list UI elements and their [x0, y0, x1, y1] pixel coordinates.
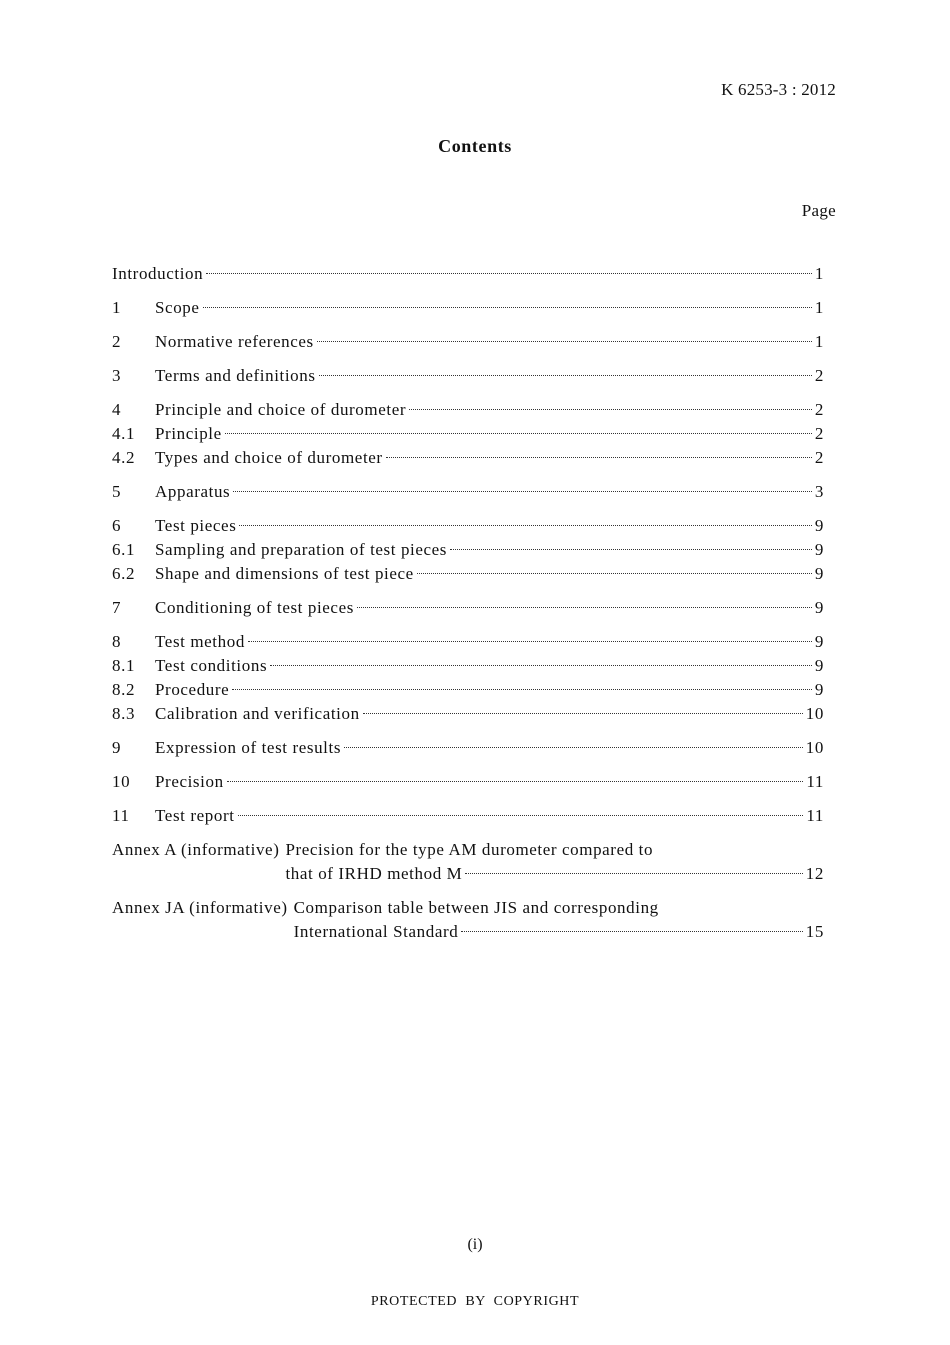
- toc-entry-label: Test report: [155, 806, 235, 825]
- toc-entry-page: 9: [814, 680, 824, 699]
- toc-group: [112, 330, 824, 354]
- toc-entry-page: 2: [814, 448, 824, 467]
- dot-leader: [225, 433, 812, 434]
- toc-entry-page: 1: [814, 332, 824, 351]
- dot-leader: [248, 641, 812, 642]
- dot-leader: [270, 665, 812, 666]
- dot-leader: [239, 525, 811, 526]
- toc-entry-page: 9: [814, 540, 824, 559]
- toc-entry-number: 5: [112, 482, 122, 501]
- toc-entry-number: 9: [112, 738, 122, 757]
- toc-entry-label: Principle: [155, 424, 222, 443]
- toc-entry-label: Expression of test results: [155, 738, 342, 757]
- dot-leader: [203, 307, 812, 308]
- toc-entry[interactable]: [112, 654, 824, 678]
- toc-entry[interactable]: [112, 446, 824, 470]
- toc-entry-page: 10: [805, 738, 824, 757]
- toc-entry[interactable]: [112, 678, 824, 702]
- toc-entry-label: Introduction: [112, 264, 204, 283]
- annex-title: Precision for the type AM durometer compared to: [285, 840, 654, 859]
- dot-leader: [227, 781, 804, 782]
- toc-entry[interactable]: [112, 562, 824, 586]
- dot-leader: [465, 873, 802, 874]
- toc-entry-number: 10: [112, 772, 131, 791]
- toc-entry-label: Sampling and preparation of test pieces: [155, 540, 448, 559]
- toc-group: [112, 398, 824, 470]
- dot-leader: [357, 607, 812, 608]
- toc-entry-number: 8: [112, 632, 122, 651]
- toc-entry-page: 9: [814, 516, 824, 535]
- toc-entry-label: Scope: [155, 298, 200, 317]
- annex-title: Comparison table between JIS and corresponding: [293, 898, 659, 917]
- toc-entry[interactable]: [112, 702, 824, 726]
- toc-entry[interactable]: [112, 538, 824, 562]
- toc-entry[interactable]: [112, 398, 824, 422]
- toc-entry[interactable]: [112, 422, 824, 446]
- toc-entry[interactable]: [112, 804, 824, 828]
- dot-leader: [344, 747, 803, 748]
- dot-leader: [386, 457, 812, 458]
- toc-entry-page: 9: [814, 564, 824, 583]
- toc-entry-page: 3: [814, 482, 824, 501]
- annex-title-continued: International Standard: [293, 922, 459, 941]
- page-number: (i): [467, 1236, 483, 1253]
- toc-entry-page: 1: [814, 264, 824, 283]
- dot-leader: [317, 341, 812, 342]
- toc-entry-number: 6.1: [112, 540, 136, 559]
- toc-entry-number: 1: [112, 298, 122, 317]
- dot-leader: [232, 689, 812, 690]
- toc-entry-label: Terms and definitions: [155, 366, 316, 385]
- toc-entry-number: 3: [112, 366, 122, 385]
- toc-entry-page: 2: [814, 366, 824, 385]
- toc-entry-page: 9: [814, 598, 824, 617]
- toc-entry-page: 2: [814, 400, 824, 419]
- toc-entry[interactable]: [112, 736, 824, 760]
- dot-leader: [409, 409, 812, 410]
- dot-leader: [233, 491, 812, 492]
- toc-group: [112, 630, 824, 726]
- toc-entry[interactable]: [112, 630, 824, 654]
- toc-entry[interactable]: [112, 514, 824, 538]
- toc-entry-label: Normative references: [155, 332, 314, 351]
- dot-leader: [450, 549, 812, 550]
- toc-annex-entry[interactable]: [112, 838, 824, 886]
- toc-group: [112, 804, 824, 828]
- toc-group: [112, 262, 824, 286]
- toc-entry[interactable]: [112, 330, 824, 354]
- standard-number: K 6253-3 : 2012: [721, 80, 836, 99]
- toc-entry[interactable]: [112, 296, 824, 320]
- toc-group: [112, 480, 824, 504]
- toc-entry-label: Precision: [155, 772, 224, 791]
- toc-entry-number: 4: [112, 400, 122, 419]
- toc-entry-number: 6: [112, 516, 122, 535]
- dot-leader: [417, 573, 812, 574]
- dot-leader: [319, 375, 812, 376]
- toc-entry-page: 1: [814, 298, 824, 317]
- toc-entry-page: 15: [805, 922, 824, 941]
- toc-entry-page: 11: [806, 772, 824, 791]
- toc-entry-label: Test method: [155, 632, 245, 651]
- toc-entry-number: 8.3: [112, 704, 136, 723]
- toc-group: [112, 514, 824, 586]
- toc-entry-number: 7: [112, 598, 122, 617]
- toc-entry-page: 11: [806, 806, 824, 825]
- page-title: Contents: [438, 136, 512, 156]
- toc-entry-number: 8.2: [112, 680, 136, 699]
- toc-entry[interactable]: [112, 480, 824, 504]
- dot-leader: [461, 931, 802, 932]
- toc-entry-page: 9: [814, 656, 824, 675]
- toc-entry-label: Calibration and verification: [155, 704, 360, 723]
- dot-leader: [238, 815, 804, 816]
- annex-title-continued: that of IRHD method M: [285, 864, 463, 883]
- dot-leader: [363, 713, 803, 714]
- toc-entry-label: Apparatus: [155, 482, 231, 501]
- toc-entry-label: Principle and choice of durometer: [155, 400, 407, 419]
- toc-entry-number: 8.1: [112, 656, 136, 675]
- toc-entry-page: 2: [814, 424, 824, 443]
- toc-group: [112, 770, 824, 794]
- toc-group: [112, 296, 824, 320]
- annex-identifier: Annex A (informative): [112, 840, 280, 859]
- toc-entry-label: Conditioning of test pieces: [155, 598, 354, 617]
- table-of-contents: [112, 262, 824, 954]
- toc-entry-number: 11: [112, 806, 130, 825]
- toc-entry-label: Shape and dimensions of test piece: [155, 564, 414, 583]
- toc-group: [112, 596, 824, 620]
- toc-entry[interactable]: [112, 364, 824, 388]
- toc-entry-page: 9: [814, 632, 824, 651]
- toc-annex-entry[interactable]: [112, 896, 824, 944]
- toc-entry-number: 4.2: [112, 448, 136, 467]
- toc-entry-page: 12: [805, 864, 824, 883]
- toc-group: [112, 736, 824, 760]
- toc-entry-number: 2: [112, 332, 122, 351]
- toc-group: [112, 364, 824, 388]
- toc-entry-label: Types and choice of durometer: [155, 448, 383, 467]
- toc-entry-label: Procedure: [155, 680, 230, 699]
- toc-entry[interactable]: [112, 770, 824, 794]
- toc-entry-number: 6.2: [112, 564, 136, 583]
- page-column-label: Page: [801, 201, 836, 220]
- annex-identifier: Annex JA (informative): [112, 898, 288, 917]
- toc-entry-label: Test pieces: [155, 516, 237, 535]
- toc-entry-number: 4.1: [112, 424, 136, 443]
- toc-entry-label: Test conditions: [155, 656, 268, 675]
- toc-entry[interactable]: [112, 596, 824, 620]
- copyright-notice: PROTECTED BY COPYRIGHT: [370, 1294, 580, 1309]
- toc-entry-page: 10: [805, 704, 824, 723]
- dot-leader: [206, 273, 812, 274]
- toc-entry[interactable]: [112, 262, 824, 286]
